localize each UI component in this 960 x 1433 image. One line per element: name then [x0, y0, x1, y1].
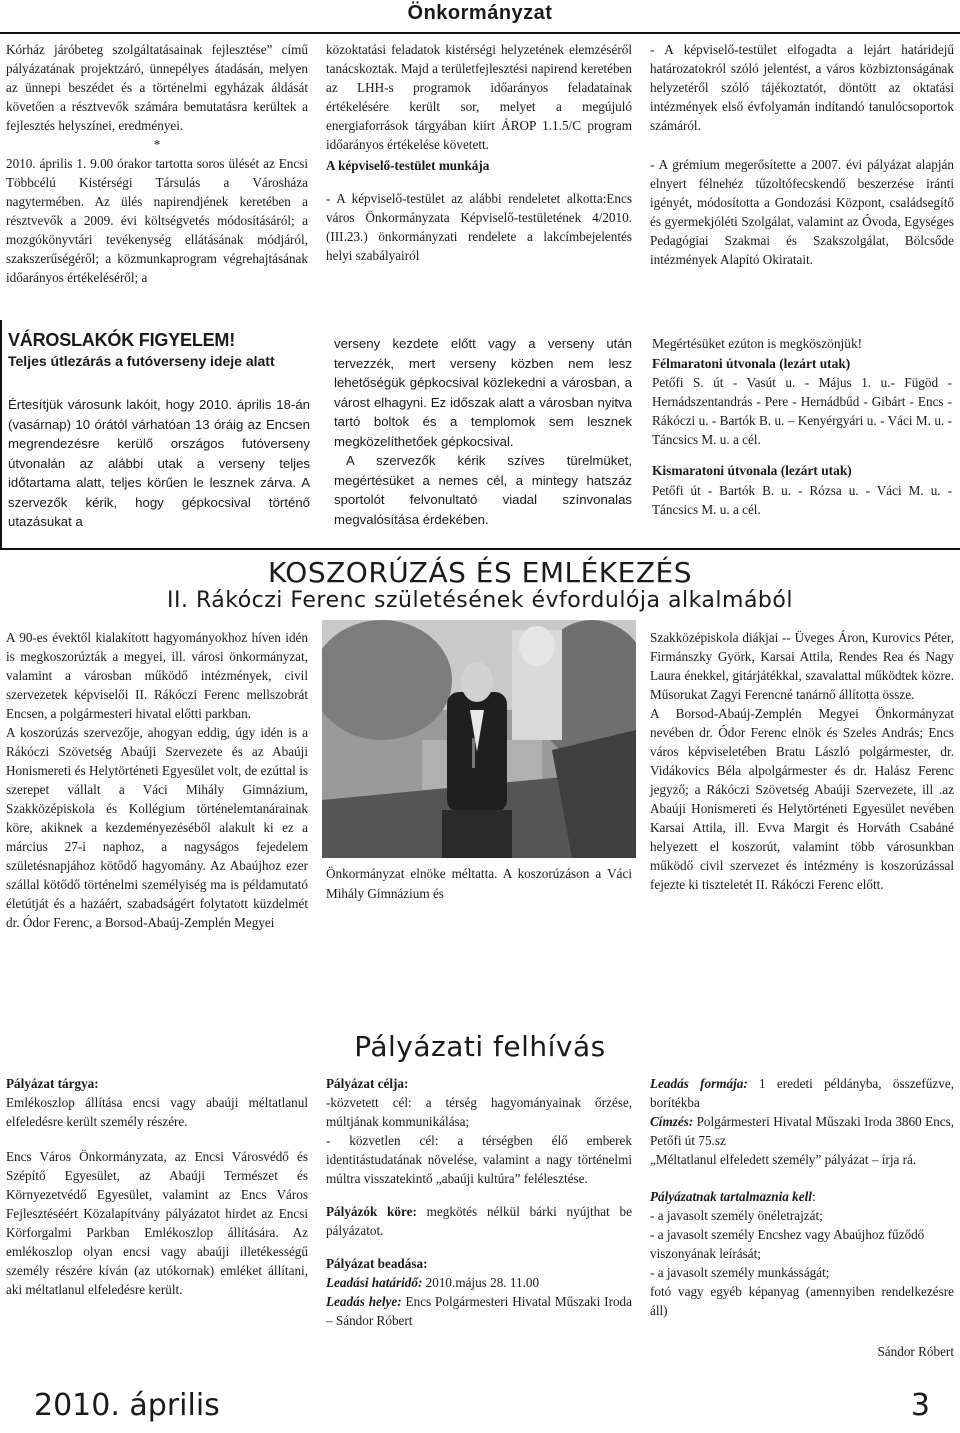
mini-marathon-title: Kismaratoni útvonala (lezárt utak) — [652, 463, 852, 478]
half-marathon-title: Félmaratoni útvonala (lezárt utak) — [652, 355, 851, 371]
section-title: Önkormányzat — [407, 2, 553, 24]
mini-marathon-route: Petőfi út - Bartók B. u. - Rózsa u. - Váci M. u. - Táncsics M. u. a cél. — [652, 482, 952, 517]
palyazat-tartalom-line-1: - a javasolt személy önéletrajzát; — [650, 1208, 823, 1223]
header-rule — [0, 32, 960, 34]
right-top-paragraph-2: - A grémium megerősítette a 2007. évi pályázat alapján elnyert félnehéz tűzoltófecskendő beszerzése iránti igényét, módosította a Gondozási Központ, családsegítő és gyermekjóléti Szolgálat, valamint az Óvoda, Egységes Pedagógiai Szakmai és Szakszolgálat, Bölcsőde intézmények Alapító Okiratait. — [650, 157, 954, 267]
palyazat-tartalom-label: Pályázatnak tartalmaznia kell — [650, 1189, 812, 1204]
right-top-column — [650, 40, 954, 269]
palyazat-kore-text: megkötés nélkül bárki nyújthat be pályázatot. — [326, 1204, 632, 1238]
left-top-paragraph-1: Kórház járóbeteg szolgáltatásainak fejlesztése” című pályázatának projektzáró, ünnepélyes átadásán, melyen az ünnepi beszédet és a történelmi egyházak áldását követően a résztvevők számára bemutatásra kerültek a fejlesztés helyszínei, eredményei. — [6, 42, 308, 133]
notice-paragraph-3: A szervezők kérik szíves türelmüket, megértésüket a nemes cél, a mintegy hatszáz sportolót felvonultató viadal színvonalas megvalósítása érdekében. — [334, 453, 632, 527]
right-top-paragraph-1: - A képviselő-testület elfogadta a lejárt határidejű határozatokról szóló jelentést, a város közbiztonságának helyzetéről szóló tájékoztatót, döntött az oktatási intézmények első évfolyamán indítandó tanulócsoportok számáról. — [650, 42, 954, 133]
palyazat-helye-text: Encs Polgármesteri Hivatal Műszaki Iroda – Sándor Róbert — [326, 1294, 633, 1328]
koszoruzas-paragraph-2: A koszorúzás szervezője, ahogyan eddig, úgy idén is a Rákóczi Szövetség Abaúji Szervezete és az Abaúji Honismereti és Helytörténeti Egyesület volt, de ezúttal is szerepet vállalt a Váci Mihály Gimnázium, Szakközépiskola és Kollégium történelemtanárainak köre, akiknek a kezdeményezéséből alakult ki ez a március 27-i naphoz, a nagyságos fejedelem születésnapjához kötődő hagyomány. Az Abaújhoz ezer szállal kötődő történelmi személyiség ma is példamutató életútját és a hazáért, szabadságért folytatott küzdelmét dr. Ódor Ferenc, a Borsod-Abaúj-Zemplén Megyei — [6, 725, 308, 930]
separator-star: * — [153, 137, 161, 152]
palyazat-hatarido-text: 2010.május 28. 11.00 — [425, 1275, 540, 1290]
koszoruzas-paragraph-4: A Borsod-Abaúj-Zemplén Megyei Önkormányzat nevében dr. Ódor Ferenc elnök és Szeles András; Encs város képviseletében Bratu László polgármester, dr. Vidákovics Béla alpolgármester és dr. Halász Ferenc jegyző; a Rákóczi Szövetség Abaúji Szervezete, ill .az Abaúji Honismereti és Helytörténeti Egyesület nevében Karsai Attila, ill. Evva Margit és Horváth Csabáné helyezett el koszorút, valamint több városunkban működő civil szervezet és intézmény is koszorúzással fejezte ki tiszteletét II. Rákóczi Ferenc előtt. — [650, 706, 954, 892]
notice-right-column — [652, 334, 952, 519]
palyazat-helye-label: Leadás helye: — [326, 1294, 402, 1309]
palyazat-cimzes-quote: „Méltatlanul elfeledett személy” pályázat – írja rá. — [650, 1152, 917, 1167]
palyazat-tartalom-line-4: fotó vagy egyéb képanyag (amennyiben rendelkezésre áll) — [650, 1284, 954, 1318]
palyazat-cimzes-label: Címzés: — [650, 1114, 694, 1129]
koszoruzas-title: KOSZORÚZÁS ÉS EMLÉKEZÉS — [267, 556, 693, 589]
council-work-heading: A képviselő-testület munkája — [326, 158, 490, 173]
palyazat-middle-column — [326, 1074, 632, 1330]
notice-subtitle: Teljes útlezárás a futóverseny ideje alatt — [8, 353, 275, 369]
left-top-paragraph-2: 2010. április 1. 9.00 órakor tartotta soros ülését az Encsi Többcélú Kistérségi Társulás a Városháza nagytermében. Az ülés napirendjének keretében a résztvevők a 2009. évi költségvetés módosításáról; a mozgókönyvtári tevékenység ellátásának módjáról, szakszerűségéről; a közmunkaprogram végrehajtásának időarányos értékeléséről; a — [6, 156, 308, 285]
middle-top-column — [326, 40, 632, 265]
notice-paragraph-1: Értesítjük városunk lakóit, hogy 2010. április 18-án (vasárnap) 10 órától várhatóan 13 óráig az Encsen megrendezésre kerülő országos futóverseny útvonalán az alábbi utak a verseny teljes időtartama alatt, teljes körűen le lesznek zárva. A szervezők kérik, hogy gépkocsival történő utazásukat a — [8, 397, 310, 529]
palyazat-cimzes-text: Polgármesteri Hivatal Műszaki Iroda 3860 Encs, Petőfi út 75.sz — [650, 1114, 954, 1148]
footer-date: 2010. április — [34, 1388, 220, 1423]
koszoruzas-subtitle: II. Rákóczi Ferenc születésének évfordulója alkalmából — [167, 588, 793, 613]
palyazat-tartalom-colon: : — [811, 1189, 816, 1204]
koszoruzas-left-column — [6, 628, 308, 932]
speaker-photo-illustration — [322, 620, 636, 858]
palyazat-kore-label: Pályázók köre: — [326, 1204, 417, 1219]
palyazat-signature: Sándor Róbert — [877, 1344, 954, 1359]
palyazat-forma-text: 1 eredeti példányba, összefűzve, borítékba — [650, 1076, 954, 1110]
notice-left-border — [0, 320, 2, 548]
left-top-column — [6, 40, 308, 287]
palyazat-hatarido-label: Leadási határidő: — [326, 1275, 423, 1290]
palyazat-celja-line-2: - közvetlen cél: a térségben élő emberek identitástudatának növelése, valamint a nagy történelmi múltra visszatekintő „abaúji kultúra” felélesztése. — [326, 1133, 632, 1186]
notice-middle-column — [334, 334, 632, 529]
notice-left-column — [8, 330, 310, 532]
notice-paragraph-2: verseny kezdete előtt vagy a verseny után tervezzék, mert verseny közben nem lesz lehetőségük gépkocsival közlekedni a városban, a várost elhagyni. Ez időszak alatt a városban nyitva tartó boltok és a templomok sem lesznek megközelíthetőek gépkocsival. — [334, 336, 632, 449]
palyazat-targy-label: Pályázat tárgya: — [6, 1076, 99, 1091]
koszoruzas-paragraph-3: Szakközépiskola diákjai -- Üveges Áron, Kurovics Péter, Firmánszky Györk, Karsai Attila, Rendes Rea és Nagy Laura énekkel, gitárjátékkal, szavalattal működtek közre. Műsorukat Zagyi Ferencné tanárnő állította össze. — [650, 630, 954, 702]
notice-title: VÁROSLAKÓK FIGYELEM! — [8, 330, 236, 350]
palyazat-right-column — [650, 1074, 954, 1361]
koszoruzas-right-column — [650, 628, 954, 894]
palyazat-celja-line-1: -közvetett cél: a térség hagyományainak őrzése, múltjának kommunikálása; — [326, 1095, 632, 1129]
notice-thanks: Megértésüket ezúton is megköszönjük! — [652, 336, 863, 351]
speaker-photo — [322, 620, 636, 858]
middle-top-paragraph-2: - A képviselő-testület az alábbi rendeletet alkotta:Encs város Önkormányzata Képviselő-testületének 4/2010. (III.23.) önkormányzati rendelete a lakcímbejelentés helyi szabályairól — [326, 191, 632, 263]
koszoruzas-paragraph-1: A 90-es évektől kialakított hagyományokhoz híven idén is megkoszorúzták a megyei, ill. városi önkormányzat, valamint a városban működő intézmények, civil szervezetek képviselői II. Rákóczi Ferenc mellszobrát Encsen, a polgármesteri hivatal előtti parkban. — [6, 630, 308, 721]
middle-top-paragraph-1: közoktatási feladatok kistérségi helyzetének elemzéséről tanácskoztak. Majd a területfejlesztési napirend keretében az LHH-s programok időarányos feladatainak értékelésére került sor, melyet a megújuló energiaforrások tárgyában kiírt ÁROP 1.1.5/C program időarányos értékelése követett. — [326, 42, 632, 152]
notice-bottom-border — [0, 548, 960, 550]
page-number: 3 — [910, 1388, 930, 1423]
palyazat-targy-text: Emlékoszlop állítása encsi vagy abaúji méltatlanul elfeledésre került személy részére. — [6, 1095, 308, 1129]
palyazat-beadasa-label: Pályázat beadása: — [326, 1256, 428, 1271]
palyazat-left-column — [6, 1074, 308, 1299]
palyazat-forma-label: Leadás formája: — [650, 1076, 748, 1091]
palyazat-announcement: Encs Város Önkormányzata, az Encsi Városvédő és Szépítő Egyesület, az Abaúji Természet és Környezetvédő Egyesület, valamint az Encs Város Fejlesztéséért Közalapítvány pályázatot hirdet az Encsi Körforgalmi Parkban Emlékoszlop állítására. Az emlékoszlop olyan encsi vagy abaúji illetékességű személy részére kíván (az utókornak) emléket állítani, aki méltatlanul elfeledésre került. — [6, 1149, 308, 1297]
half-marathon-route: Petőfi S. út - Vasút u. - Május 1. u.- Fügöd - Hernádszentandrás - Pere - Hernádbűd - Gibárt - Encs - Rákóczi u. - Bartók B. u. – Kenyérgyári u. - Váci M. u. - Táncsics M. u. a cél. — [652, 375, 952, 447]
palyazat-tartalom-line-3: - a javasolt személy munkásságát; — [650, 1265, 830, 1280]
palyazat-tartalom-line-2: - a javasolt személy Encshez vagy Abaújhoz fűződő viszonyának leírását; — [650, 1227, 925, 1261]
photo-caption: Önkormányzat elnöke méltatta. A koszorúzáson a Váci Mihály Gimnázium és — [326, 866, 632, 901]
palyazat-title: Pályázati felhívás — [354, 1030, 606, 1063]
palyazat-celja-label: Pályázat célja: — [326, 1076, 409, 1091]
